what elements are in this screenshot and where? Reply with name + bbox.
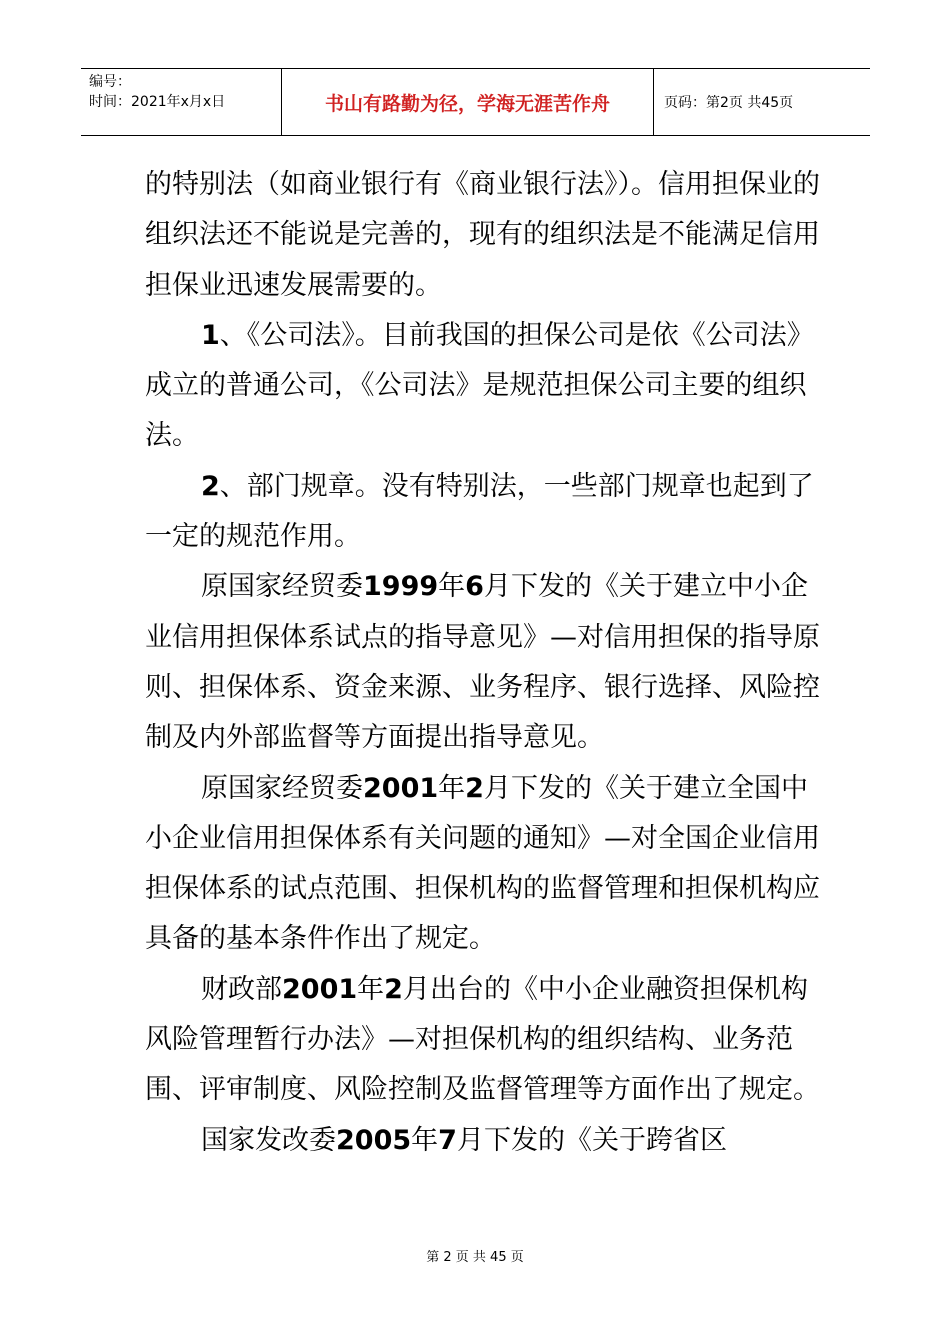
paragraph-5 [145, 764, 825, 965]
text-run: 年 [411, 1124, 439, 1156]
year: 1999 [363, 571, 439, 603]
text-run: 原国家经贸委 [201, 772, 363, 804]
paragraph-3 [145, 462, 825, 563]
paragraph-1: 的特别法（如商业银行有《商业银行法》）。信用担保业的组织法还不能说是完善的，现有的组织法是不能满足信用担保业迅速发展需要的。 [145, 169, 820, 301]
time-label: 时间：2021年x月x日 [89, 94, 226, 110]
header-meta [81, 69, 282, 135]
text-run: 月下发的《关于建立全国中小企业信用担保体系有关问题的通知》—对全国企业信用担保体系的试点范围、担保机构的监督管理和担保机构应具备的基本条件作出了规定。 [145, 772, 820, 955]
paragraph-text: 、部门规章。没有特别法，一些部门规章也起到了一定的规范作用。 [145, 470, 814, 553]
text-run: 年 [357, 973, 385, 1005]
month: 2 [465, 772, 484, 804]
document-body [145, 160, 825, 1166]
page-header [81, 68, 870, 136]
page-footer: 第 2 页 共 45 页 [426, 1250, 524, 1265]
paragraph-2 [145, 311, 825, 462]
paragraph-text: 、《公司法》。目前我国的担保公司是依《公司法》成立的普通公司，《公司法》是规范担保公司主要的组织法。 [145, 319, 814, 452]
year: 2001 [363, 772, 439, 804]
paragraph-4 [145, 562, 825, 763]
month: 6 [465, 571, 484, 603]
text-run: 原国家经贸委 [201, 571, 363, 603]
paragraph-7 [145, 1116, 825, 1166]
text-run: 财政部 [201, 973, 282, 1005]
text-run: 年 [438, 772, 466, 804]
text-run: 国家发改委 [201, 1124, 336, 1156]
month: 2 [384, 973, 403, 1005]
month: 7 [438, 1124, 457, 1156]
text-run: 年 [438, 571, 466, 603]
number-label: 编号： [89, 74, 131, 90]
text-run: 月出台的《中小企业融资担保机构风险管理暂行办法》—对担保机构的组织结构、业务范围、评审制度、风险控制及监督管理等方面作出了规定。 [145, 973, 820, 1106]
text-run: 月下发的《关于建立中小企业信用担保体系试点的指导意见》—对信用担保的指导原则、担保体系、资金来源、业务程序、银行选择、风险控制及内外部监督等方面提出指导意见。 [145, 571, 820, 754]
item-number: 1 [201, 319, 220, 351]
item-number: 2 [201, 470, 220, 502]
text-run: 月下发的《关于跨省区 [456, 1124, 727, 1156]
year: 2005 [336, 1124, 412, 1156]
header-motto: 书山有路勤为径，学海无涯苦作舟 [282, 69, 654, 135]
header-page-info: 页码：第2页 共45页 [664, 95, 794, 111]
paragraph-6 [145, 965, 825, 1116]
year: 2001 [282, 973, 358, 1005]
